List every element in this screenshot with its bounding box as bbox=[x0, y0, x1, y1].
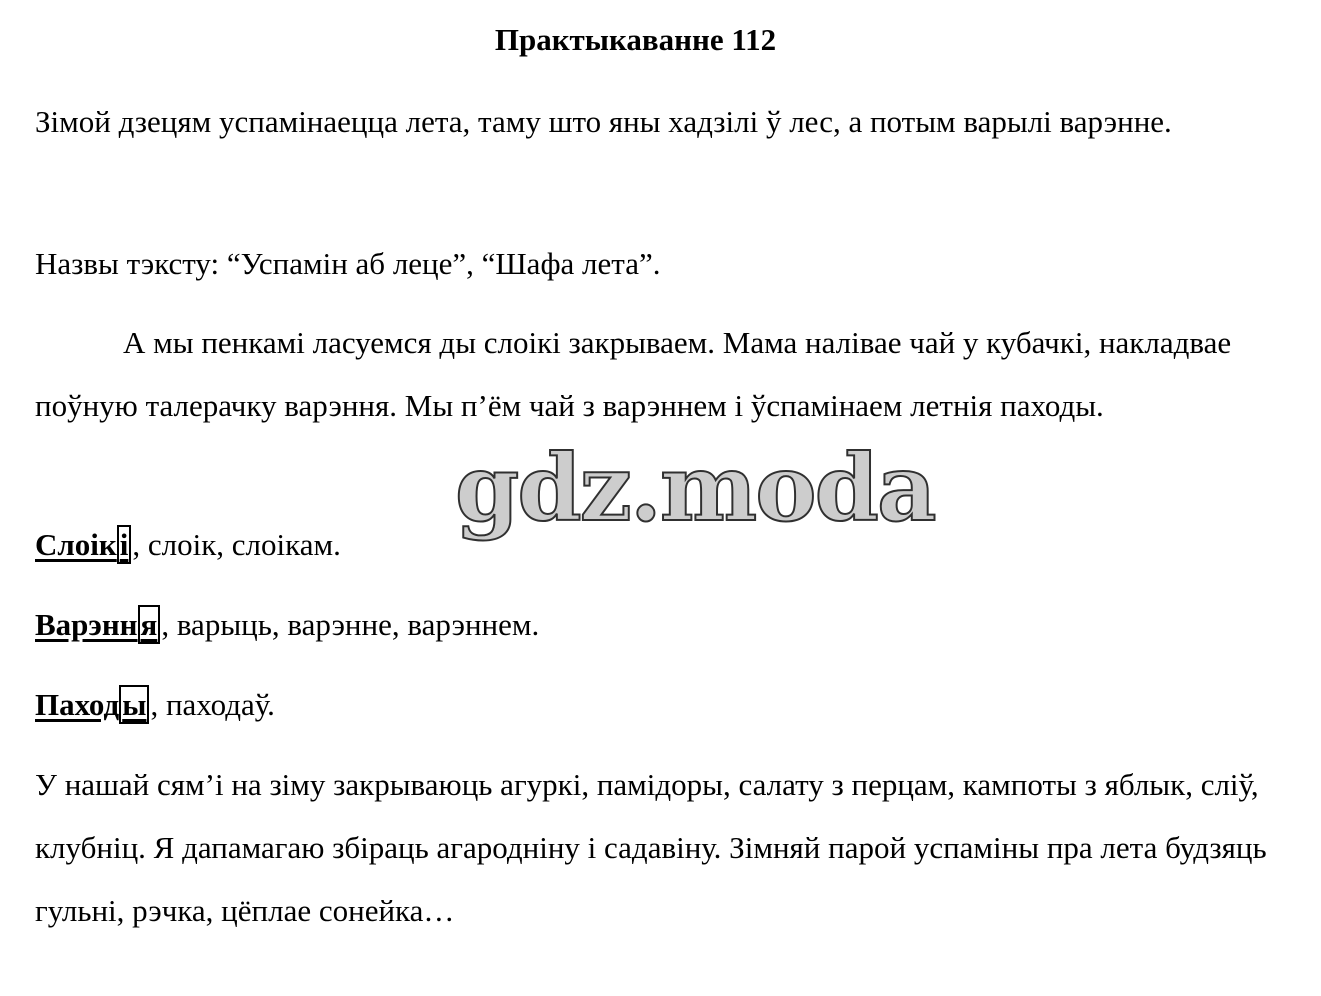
watermark-logo: gdz.moda bbox=[455, 434, 935, 542]
paragraph-answer-1: Зімой дзецям успамінаецца лета, таму што яны хадзілі ў лес, а потым варылі варэнне. bbox=[35, 104, 1172, 139]
word-forms: , слоік, слоікам. bbox=[132, 527, 341, 562]
exercise-title: Практыкаванне 112 bbox=[494, 22, 777, 57]
paragraph-family-story: У нашай сям’і на зіму закрываюць агуркі, памідоры, салату з перцам, кампоты з яблык, сліў, клубніц. Я дапамагаю збіраць агародніну і садавіну. Зімняй парой успаміны пра лета будзяць гульні, рэчка, цёплае сонейка… bbox=[35, 767, 1267, 928]
word-ending-box: ы bbox=[119, 685, 149, 724]
word-forms-line bbox=[35, 513, 1275, 576]
word-forms-line bbox=[35, 673, 1275, 736]
word-forms: , паходаў. bbox=[150, 687, 275, 722]
word-stem: Варэнн bbox=[35, 607, 138, 642]
word-ending-box: я bbox=[138, 605, 161, 644]
word-stem: Слоік bbox=[35, 527, 117, 562]
paragraph-continuation: А мы пенкамі ласуемся ды слоікі закрываем. Мама налівае чай у кубачкі, накладвае поўную талерачку варэння. Мы п’ём чай з варэннем і ўспамінаем летнія паходы. bbox=[35, 325, 1232, 423]
word-ending-box: і bbox=[117, 525, 132, 564]
paragraph-text-titles: Назвы тэксту: “Успамін аб леце”, “Шафа лета”. bbox=[35, 246, 661, 281]
word-forms: , варыць, варэнне, варэннем. bbox=[161, 607, 540, 642]
word-forms-line bbox=[35, 593, 1275, 656]
word-stem: Паход bbox=[35, 687, 120, 722]
